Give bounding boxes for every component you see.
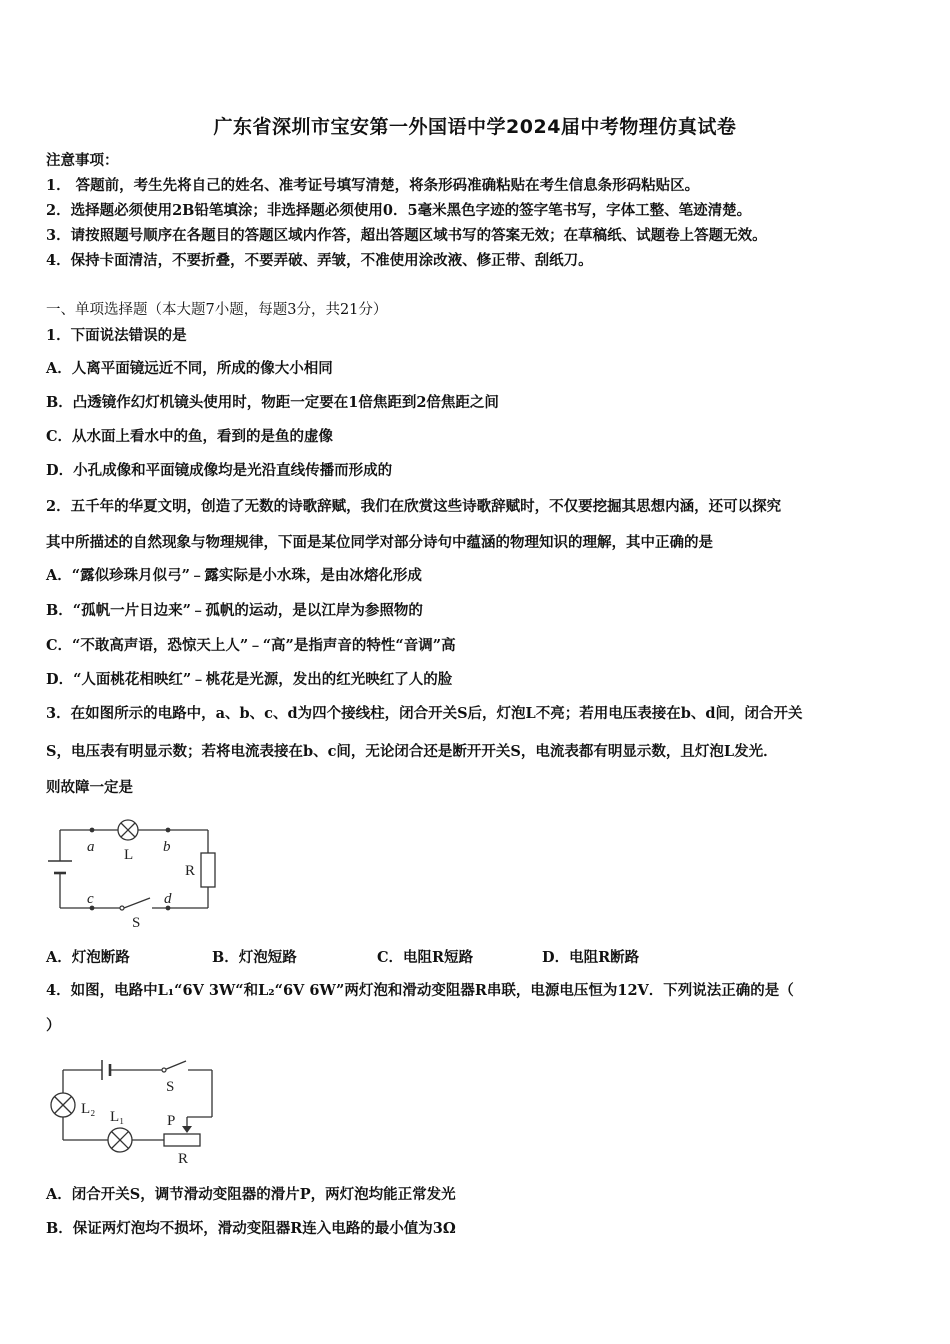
notice-item-1: 1． 答题前，考生先将自己的姓名、准考证号填写清楚，将条形码准确粘贴在考生信息条形码粘贴区。	[46, 177, 700, 194]
q3-stem-line2: S，电压表有明显示数；若将电流表接在b、c间，无论闭合还是断开开关S，电流表都有明显示数，且灯泡L发光．	[46, 743, 778, 760]
q1-option-a: A．人离平面镜远近不同，所成的像大小相同	[46, 360, 333, 377]
q3-circuit-diagram	[40, 815, 220, 930]
q4-lamp-l1-icon	[108, 1128, 132, 1152]
q3-label-R: R	[185, 863, 196, 879]
q4-label-L2: L₂	[81, 1101, 96, 1117]
notice-item-2: 2．选择题必须使用2B铅笔填涂；非选择题必须使用0．5毫米黑色字迹的签字笔书写，字体工整、笔迹清楚。	[46, 202, 752, 219]
q3-label-a: a	[87, 839, 95, 855]
q2-option-a: A．“露似珍珠月似弓”﹣露实际是小水珠，是由冰熔化形成	[46, 567, 422, 584]
q4-option-b: B．保证两灯泡均不损坏，滑动变阻器R连入电路的最小值为3Ω	[46, 1220, 456, 1237]
notice-heading: 注意事项：	[46, 152, 119, 169]
q3-terminal-b-dot	[166, 828, 171, 833]
q3-option-d: D．电阻R断路	[542, 949, 640, 966]
q3-label-S: S	[132, 915, 141, 930]
q2-stem-line2: 其中所描述的自然现象与物理规律，下面是某位同学对部分诗句中蕴涵的物理知识的理解，其中正确的是	[46, 534, 713, 551]
notice-item-3: 3．请按照题号顺序在各题目的答题区域内作答，超出答题区域书写的答案无效；在草稿纸、试题卷上答题无效。	[46, 227, 767, 244]
page-title: 广东省深圳市宝安第一外国语中学2024届中考物理仿真试卷	[213, 116, 737, 138]
q4-label-R: R	[178, 1151, 189, 1167]
q1-option-b: B．凸透镜作幻灯机镜头使用时，物距一定要在1倍焦距到2倍焦距之间	[46, 394, 499, 411]
q3-label-d: d	[164, 891, 172, 907]
q4-label-L1: L₁	[110, 1109, 125, 1125]
q4-label-P: P	[167, 1113, 176, 1129]
q3-stem-line3: 则故障一定是	[46, 779, 133, 796]
q3-lamp-icon	[118, 820, 138, 840]
q3-option-c: C．电阻R短路	[377, 949, 474, 966]
q3-terminal-a-dot	[90, 828, 95, 833]
q4-lamp-l2-icon	[51, 1093, 75, 1117]
q4-stem-line1: 4．如图，电路中L₁“6V 3W“和L₂“6V 6W”两灯泡和滑动变阻器R串联，电源电压恒为12V．下列说法正确的是（	[46, 982, 794, 999]
q3-label-L: L	[124, 847, 134, 863]
notice-item-4: 4．保持卡面清洁，不要折叠，不要弄破、弄皱，不准使用涂改液、修正带、刮纸刀。	[46, 252, 593, 269]
q1-option-c: C．从水面上看水中的鱼，看到的是鱼的虚像	[46, 428, 334, 445]
q3-option-b: B．灯泡短路	[212, 949, 297, 966]
q4-circuit-diagram	[40, 1055, 230, 1170]
q3-label-b: b	[163, 839, 171, 855]
q2-option-c: C．“不敢高声语，恐惊天上人”﹣“高”是指声音的特性“音调”高	[46, 637, 456, 654]
q3-switch-pivot	[120, 906, 124, 910]
q1-stem: 1．下面说法错误的是	[46, 327, 187, 344]
q4-label-S: S	[166, 1079, 175, 1095]
q2-option-b: B．“孤帆一片日边来”﹣孤帆的运动，是以江岸为参照物的	[46, 602, 423, 619]
q2-stem-line1: 2．五千年的华夏文明，创造了无数的诗歌辞赋，我们在欣赏这些诗歌辞赋时，不仅要挖掘其思想内涵，还可以探究	[46, 498, 782, 515]
q4-option-a: A．闭合开关S，调节滑动变阻器的滑片P，两灯泡均能正常发光	[46, 1186, 456, 1203]
q3-label-c: c	[87, 891, 94, 907]
q2-option-d: D．“人面桃花相映红”﹣桃花是光源，发出的红光映红了人的脸	[46, 671, 453, 688]
q4-switch-pivot	[162, 1068, 166, 1072]
section-heading: 一、单项选择题（本大题7小题，每题3分，共21分）	[46, 302, 388, 318]
q3-option-a: A．灯泡断路	[46, 949, 130, 966]
q1-option-d: D．小孔成像和平面镜成像均是光沿直线传播而形成的	[46, 462, 393, 479]
q4-stem-line2: ）	[46, 1017, 61, 1034]
q3-stem-line1: 3．在如图所示的电路中，a、b、c、d为四个接线柱，闭合开关S后，灯泡L不亮；若用电压表接在b、d间，闭合开关	[46, 705, 803, 722]
